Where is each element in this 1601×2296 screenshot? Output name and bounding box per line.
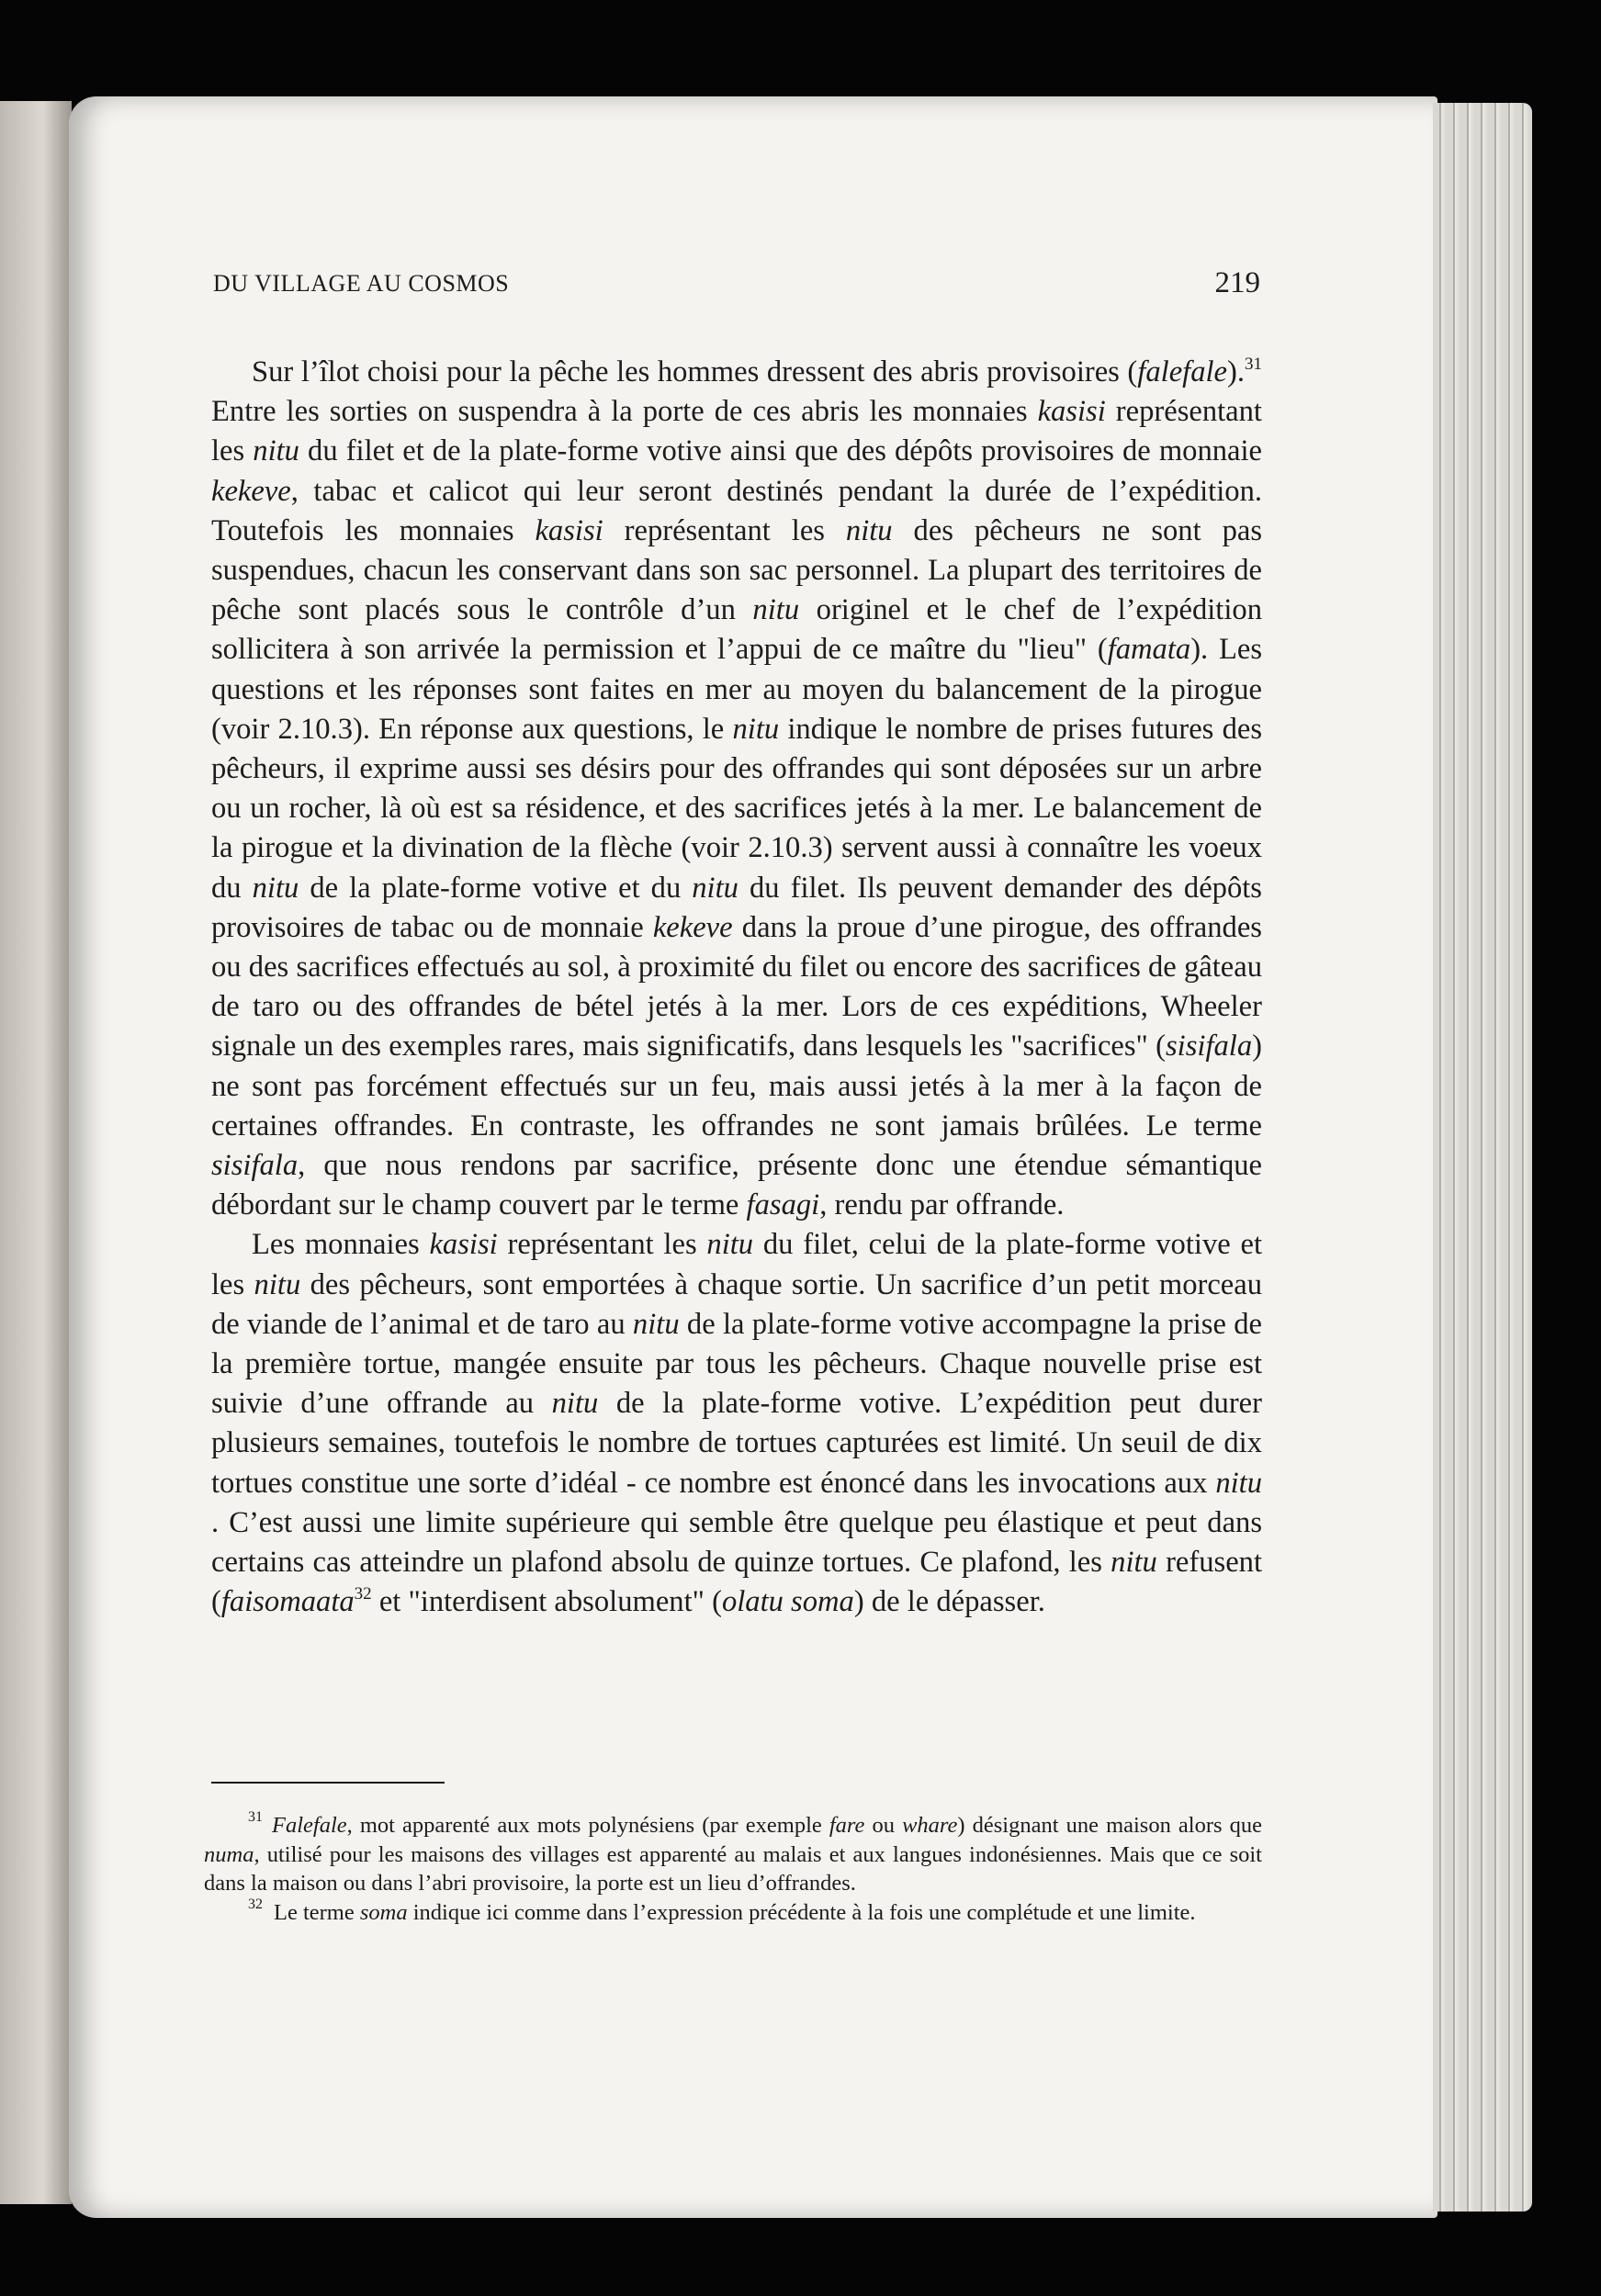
text-run: Les monnaies: [252, 1228, 430, 1262]
text-run: du filet, celui de la plate-forme votive et les: [211, 1228, 1262, 1301]
text-run: , que nous rendons par sacrifice, présente donc une étendue sémantique débordant sur le champ couvert par le terme: [211, 1149, 1262, 1222]
italic-term: nitu: [732, 712, 780, 746]
text-run: indique ici comme dans l’expression précédente à la fois une complétude et une limite.: [407, 1899, 1196, 1925]
italic-term: nitu: [692, 871, 738, 905]
footnote-text: [204, 1813, 1262, 1896]
text-run: représentant les: [603, 513, 846, 547]
footnote-32: [204, 1898, 1262, 1928]
footnote-31: [204, 1811, 1262, 1898]
footnote-number: 32: [248, 1896, 263, 1912]
italic-term: kasisi: [535, 513, 603, 547]
text-run: de la plate-forme votive accompagne la prise de la première tortue, mangée ensuite par tous les pêcheurs. Chaque nouvelle prise est suivie d’une offrande au: [211, 1307, 1262, 1421]
italic-term: nitu: [1111, 1546, 1157, 1580]
text-run: Le terme: [274, 1899, 360, 1925]
italic-term: nitu: [551, 1387, 599, 1421]
footnote-separator: [211, 1782, 445, 1784]
italic-term: sisifala: [1166, 1030, 1253, 1064]
text-run: ou: [864, 1813, 903, 1838]
text-run: ) de le dépasser.: [853, 1585, 1045, 1619]
page-header: [213, 266, 1260, 303]
text-run: Entre les sorties on suspendra à la porte de ces abris les monnaies: [211, 395, 1038, 429]
text-run: ) ne sont pas forcément effectués sur un feu, mais aussi jetés à la mer à la façon de certaines offrandes. En contraste, les offrandes ne sont jamais brûlées. Le terme: [211, 1030, 1262, 1142]
text-run: des pêcheurs, sont emportées à chaque sortie. Un sacrifice d’un petit morceau de viande de l’animal et de taro au: [211, 1267, 1263, 1341]
footnote-ref: 31: [1245, 355, 1262, 374]
text-run: . C’est aussi une limite supérieure qui semble être quelque peu élastique et peut dans certains cas atteindre un plafond absolu de quinze tortues. Ce plafond, les: [211, 1505, 1262, 1580]
italic-term: nitu: [752, 593, 800, 627]
italic-term: faisomaata: [220, 1585, 355, 1619]
italic-term: numa: [204, 1841, 254, 1867]
text-run: indique le nombre de prises futures des pêcheurs, il exprime aussi ses désirs pour des offrandes qui sont déposées sur un arbre ou un rocher, là où est sa résidence, et des sacrifices jetés à la mer. Le balancement de la pirogue et la divination de la flèche (voir 2.10.3) servent aussi à connaître les voeux du: [211, 712, 1262, 905]
paragraph-2: [211, 1225, 1262, 1622]
page-edges-stack: [1433, 103, 1532, 2212]
running-head: DU VILLAGE AU COSMOS: [213, 270, 510, 297]
text-run: et "interdisent absolument" (: [371, 1585, 722, 1619]
italic-term: kasisi: [429, 1228, 498, 1262]
text-run: représentant les: [211, 395, 1262, 468]
italic-term: nitu: [254, 1267, 301, 1301]
text-run: du filet et de la plate-forme votive ainsi que des dépôts provisoires de monnaie: [299, 434, 1262, 468]
italic-term: soma: [359, 1899, 408, 1925]
footnotes: [204, 1811, 1262, 1927]
footnote-number: 31: [248, 1809, 263, 1825]
paragraph-1: [211, 353, 1262, 1225]
italic-term: fare: [829, 1813, 865, 1838]
text-run: de la plate-forme votive et du: [299, 871, 693, 905]
text-run: Sur l’îlot choisi pour la pêche les hommes dressent des abris provisoires (: [252, 355, 1138, 388]
italic-term: whare: [902, 1813, 958, 1838]
italic-term: nitu: [253, 434, 299, 468]
text-run: , tabac et calicot qui leur seront destinés pendant la durée de l’expédition. Toutefois les monnaies: [211, 474, 1262, 547]
italic-term: sisifala: [211, 1149, 299, 1183]
page-number: 219: [1214, 266, 1260, 299]
text-run: , rendu par offrande.: [819, 1188, 1065, 1222]
italic-term: nitu: [706, 1228, 754, 1262]
italic-term: nitu: [1215, 1466, 1262, 1500]
text-run: , utilisé pour les maisons des villages est apparenté au malais et aux langues indonésiennes. Mais que ce soit dans la maison ou dans l’abri provisoire, la porte est un lieu d’offrandes.: [204, 1841, 1262, 1896]
italic-term: nitu: [845, 513, 893, 547]
left-page-edge: [0, 101, 72, 2204]
italic-term: falefale: [1137, 355, 1227, 388]
italic-term: kekeve: [652, 910, 733, 944]
italic-term: kekeve: [211, 474, 291, 508]
text-run: ).: [1227, 355, 1245, 388]
text-run: originel et le chef de l’expédition sollicitera à son arrivée la permission et l’appui de ce maître du "lieu" (: [211, 593, 1262, 667]
text-run: des pêcheurs ne sont pas suspendues, chacun les conservant dans son sac personnel. La plupart des territoires de pêche sont placés sous le contrôle d’un: [211, 513, 1263, 627]
italic-term: Falefale: [272, 1813, 347, 1838]
text-run: du filet. Ils peuvent demander des dépôts provisoires de tabac ou de monnaie: [211, 871, 1262, 944]
text-run: de la plate-forme votive. L’expédition peut durer plusieurs semaines, toutefois le nombre de tortues capturées est limité. Un seuil de dix tortues constitue une sorte d’idéal - ce nombre est énoncé dans les invocations aux: [211, 1387, 1262, 1500]
italic-term: nitu: [632, 1307, 680, 1341]
text-run: ). Les questions et les réponses sont faites en mer au moyen du balancement de la pirogue (voir 2.10.3). En réponse aux questions, le: [211, 633, 1262, 746]
body-text: [211, 353, 1262, 1623]
text-run: ) désignant une maison alors que: [957, 1813, 1262, 1838]
text-run: représentant les: [497, 1228, 707, 1262]
footnote-text: [274, 1900, 1196, 1925]
italic-term: famata: [1107, 633, 1191, 667]
text-run: dans la proue d’une pirogue, des offrandes ou des sacrifices effectués au sol, à proximité du filet ou encore des sacrifices de gâteau de taro ou des offrandes de bétel jetés à la mer. Lors de ces expéditions, Wheeler signale un des exemples rares, mais significatifs, dans lesquels les "sacrifices" (: [211, 910, 1262, 1064]
text-run: , mot apparenté aux mots polynésiens (par exemple: [346, 1813, 829, 1838]
italic-term: kasisi: [1037, 395, 1106, 429]
text-run: refusent (: [211, 1546, 1262, 1619]
italic-term: fasagi: [746, 1188, 820, 1222]
footnote-ref: 32: [354, 1584, 372, 1604]
italic-term: olatu soma: [721, 1585, 854, 1619]
italic-term: nitu: [252, 871, 299, 905]
